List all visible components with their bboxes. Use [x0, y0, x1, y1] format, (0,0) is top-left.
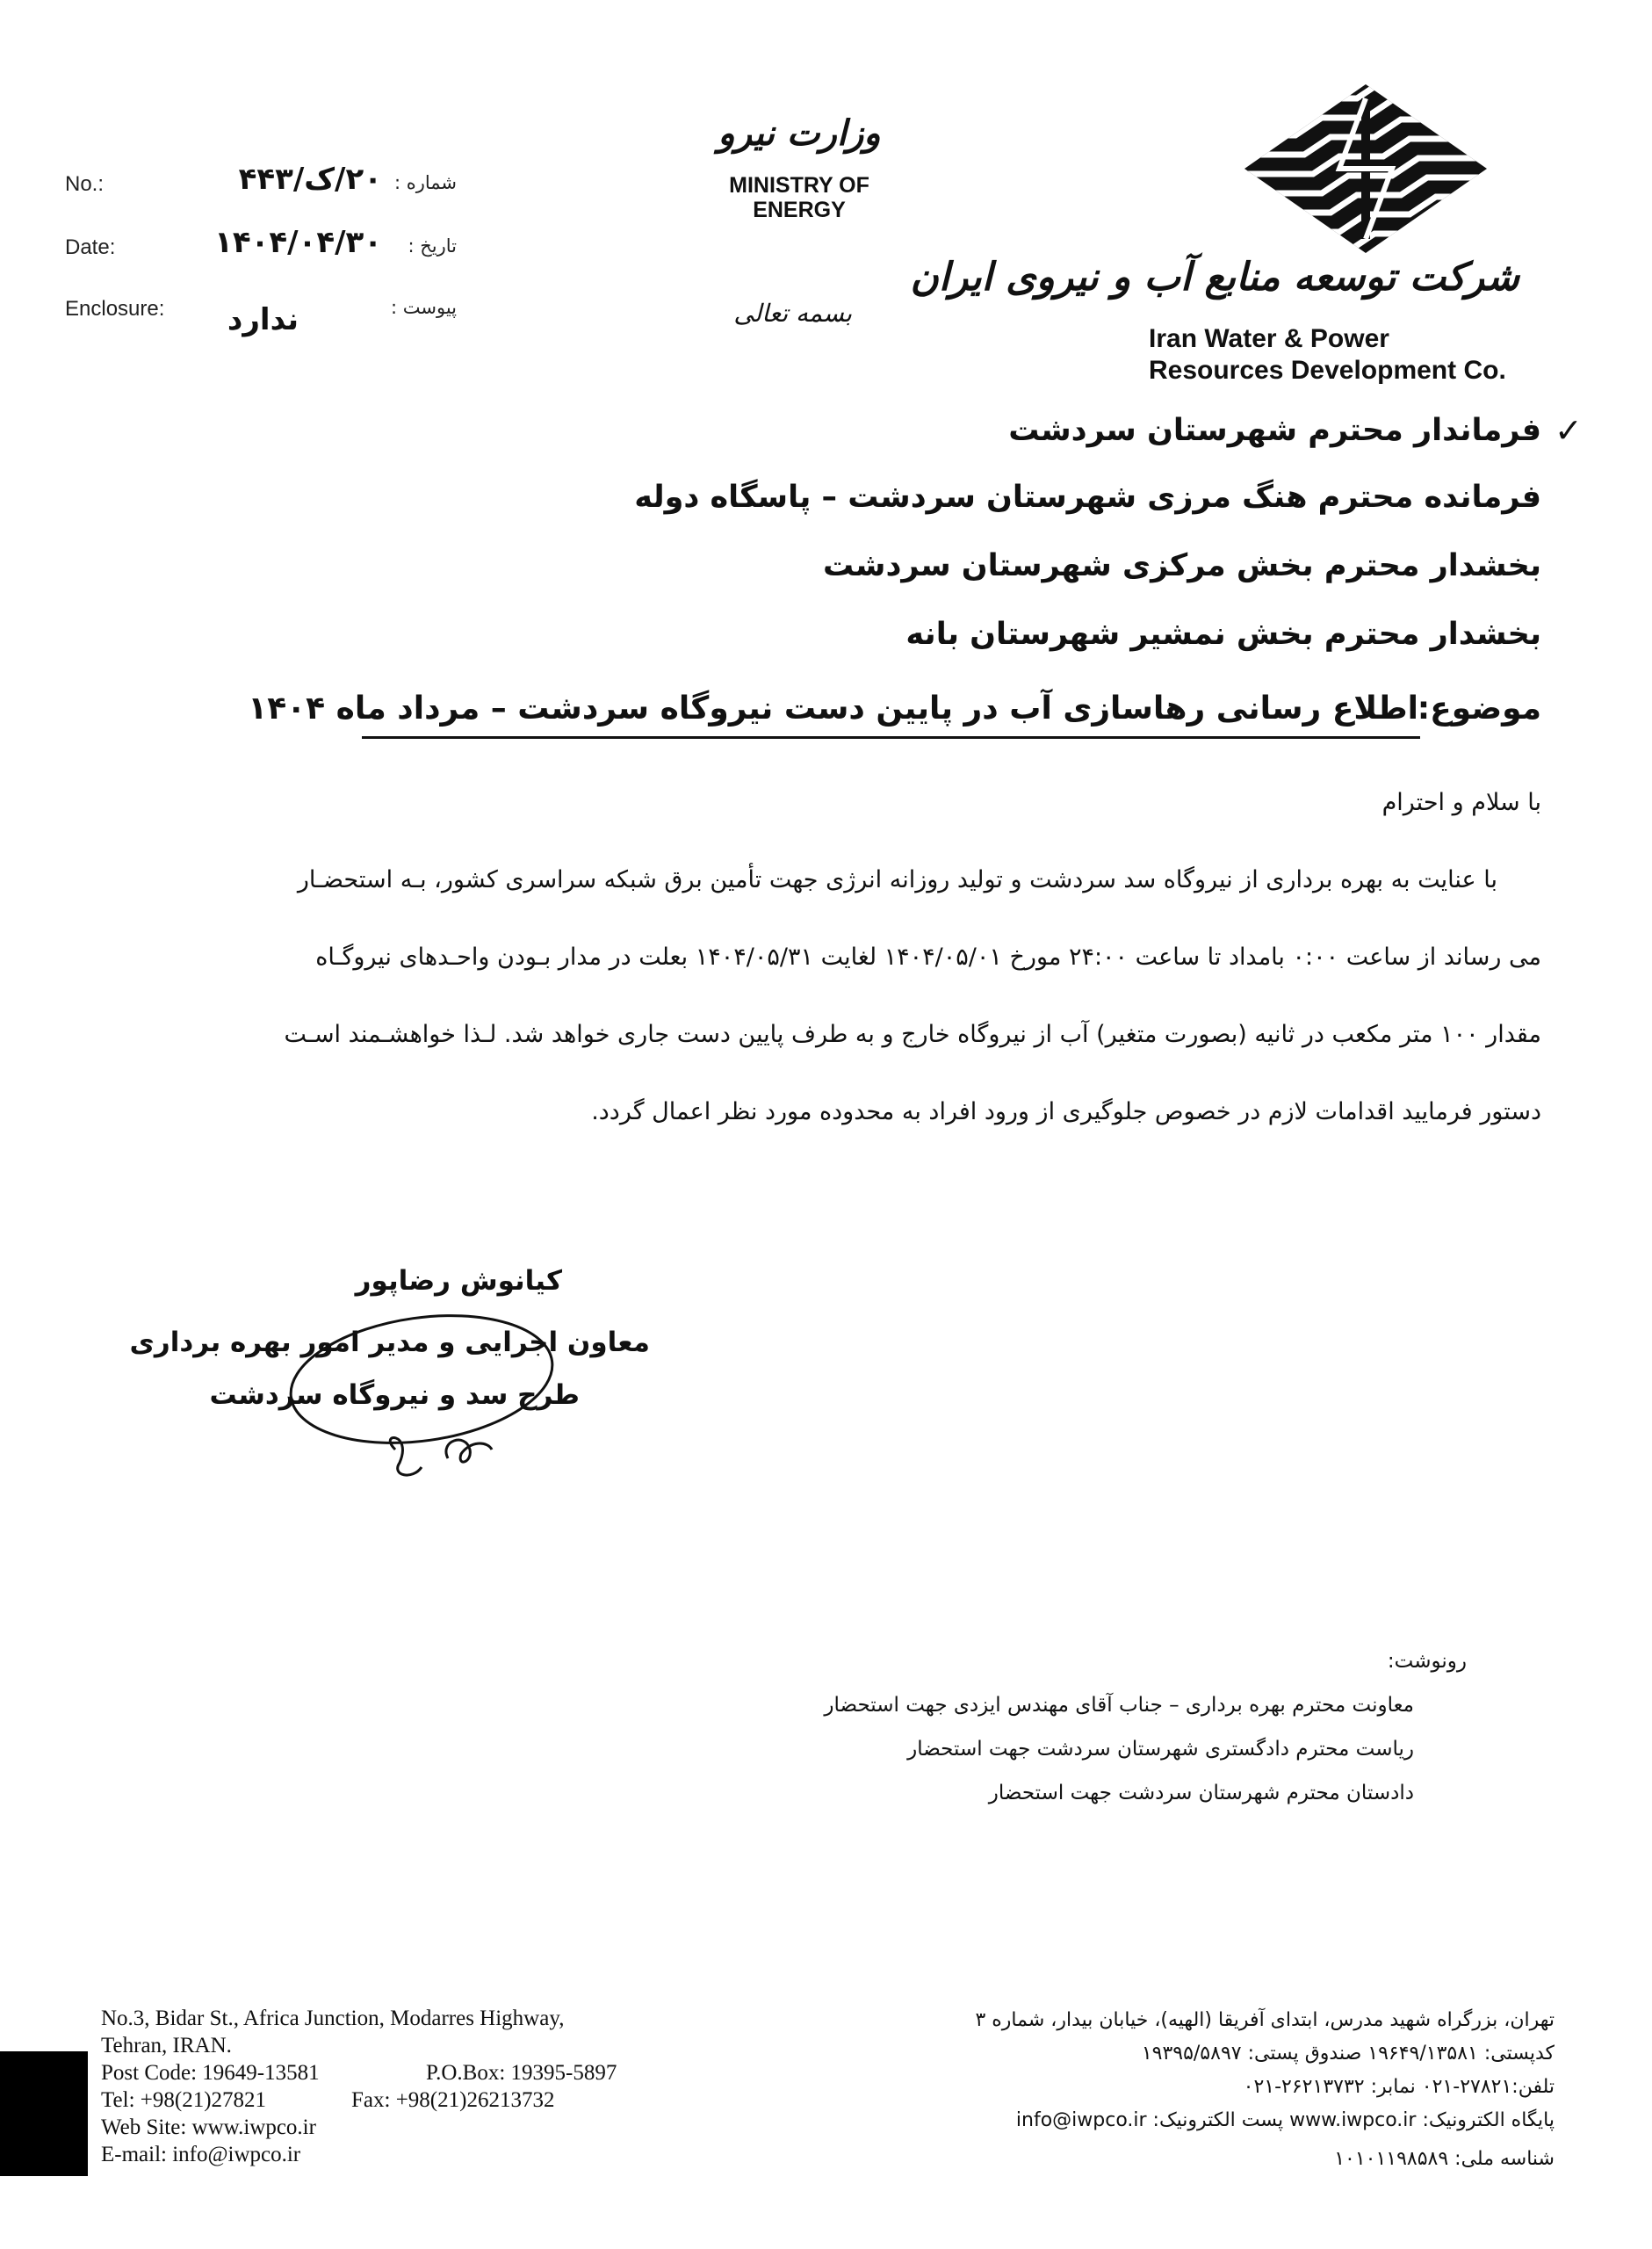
footer-fa-postcode: کدپستی: ۱۹۶۴۹/۱۳۵۸۱ صندوق پستی: ۱۹۳۹۵/۵۸۹۷: [1141, 2043, 1555, 2065]
subject-underline: [362, 736, 1420, 739]
recipient-2: فرمانده محترم هنگ مرزی شهرستان سردشت – پاسگاه دوله: [634, 480, 1541, 515]
signer-title-1: معاون اجرایی و مدیر امور بهره برداری: [129, 1327, 650, 1358]
footer-pobox: P.O.Box: 19395-5897: [426, 2061, 617, 2085]
footer-fa-national-id: شناسه ملی: ۱۰۱۰۱۱۹۸۵۸۹: [1334, 2148, 1555, 2170]
footer-fa-address: تهران، بزرگراه شهید مدرس، ابتدای آفریقا (الهیه)، خیابان بیدار، شماره ۳: [975, 2009, 1555, 2031]
black-margin-bar: [0, 2051, 88, 2176]
no-label: No.:: [65, 172, 105, 196]
footer-website[interactable]: Web Site: www.iwpco.ir: [101, 2115, 316, 2139]
footer-fax: Fax: +98(21)26213732: [351, 2088, 555, 2112]
subject-label: موضوع:: [1417, 691, 1541, 727]
body-line-1: با عنایت به بهره برداری از نیروگاه سد سردشت و تولید روزانه انرژی جهت تأمین برق شبکه سراسری کشور، بـه استحضـار: [297, 866, 1497, 893]
footer-address-2: Tehran, IRAN.: [101, 2034, 232, 2057]
recipient-1: فرماندار محترم شهرستان سردشت: [1008, 413, 1541, 448]
company-name-fa: شرکت توسعه منابع آب و نیروی ایران: [910, 255, 1519, 300]
ministry-name-en-1: MINISTRY OF: [729, 173, 869, 198]
ministry-name-en-2: ENERGY: [753, 198, 846, 222]
footer-postcode: Post Code: 19649-13581: [101, 2061, 320, 2085]
cc-item-2: ریاست محترم دادگستری شهرستان سردشت جهت استحضار: [907, 1738, 1414, 1761]
enclosure-label: Enclosure:: [65, 297, 165, 321]
no-label-fa: شماره :: [393, 172, 457, 193]
footer-fa-web-email[interactable]: پایگاه الکترونیک: www.iwpco.ir پست الکترونیک: info@iwpco.ir: [1015, 2109, 1555, 2131]
company-name-en-1: Iran Water & Power: [1149, 324, 1389, 353]
recipient-4: بخشدار محترم بخش نمشیر شهرستان بانه: [905, 617, 1541, 652]
recipient-3: بخشدار محترم بخش مرکزی شهرستان سردشت: [822, 548, 1541, 583]
checkmark-icon: ✓: [1555, 411, 1583, 450]
invocation-text: بسمه تعالی: [733, 299, 852, 328]
company-logo: [1234, 81, 1497, 257]
company-name-en-2: Resources Development Co.: [1149, 356, 1506, 385]
footer-tel: Tel: +98(21)27821: [101, 2088, 267, 2112]
footer-email[interactable]: E-mail: info@iwpco.ir: [101, 2143, 301, 2166]
body-line-3: مقدار ۱۰۰ متر مکعب در ثانیه (بصورت متغیر) آب از نیروگاه خارج و به طرف پایین دست جاری خواهد شد. لـذا خواهشـمند اسـت: [284, 1021, 1541, 1048]
subject-text: اطلاع رسانی رهاسازی آب در پایین دست نیروگاه سردشت – مرداد ماه ۱۴۰۴: [248, 691, 1418, 727]
body-line-4: دستور فرمایید اقدامات لازم در خصوص جلوگیری از ورود افراد به محدوده مورد نظر اعمال گردد.: [591, 1098, 1541, 1125]
enclosure-value: ندارد: [227, 302, 299, 337]
cc-item-3: دادستان محترم شهرستان سردشت جهت استحضار: [988, 1782, 1414, 1804]
footer-fa-phone: تلفن:۲۷۸۲۱-۰۲۱ نمابر: ۲۶۲۱۳۷۳۲-۰۲۱: [1243, 2076, 1555, 2098]
footer-address-1: No.3, Bidar St., Africa Junction, Modarres Highway,: [101, 2007, 565, 2030]
body-line-2: می رساند از ساعت ۰:۰۰ بامداد تا ساعت ۲۴:۰۰ مورخ ۱۴۰۴/۰۵/۰۱ لغایت ۱۴۰۴/۰۵/۳۱ بعلت در مدار بـودن واحـدهای نیروگـاه: [315, 944, 1541, 971]
ministry-name-fa: وزارت نیرو: [718, 112, 881, 154]
company-logo-icon: [1234, 81, 1497, 257]
date-label: Date:: [65, 235, 116, 259]
greeting: با سلام و احترام: [1381, 789, 1541, 816]
cc-label: رونوشت:: [1387, 1650, 1467, 1673]
letter-number: ۲۰/ک/۴۴۳: [238, 162, 382, 197]
enclosure-label-fa: پیوست :: [391, 297, 457, 318]
letter-date: ۱۴۰۴/۰۴/۳۰: [214, 225, 382, 260]
signer-title-2: طرح سد و نیروگاه سردشت: [209, 1379, 580, 1411]
signature-scribble: [246, 1300, 597, 1493]
cc-item-1: معاونت محترم بهره برداری – جناب آقای مهندس ایزدی جهت استحضار: [824, 1694, 1414, 1717]
date-label-fa: تاریخ :: [408, 235, 457, 257]
signer-name: کیانوش رضاپور: [355, 1265, 562, 1297]
